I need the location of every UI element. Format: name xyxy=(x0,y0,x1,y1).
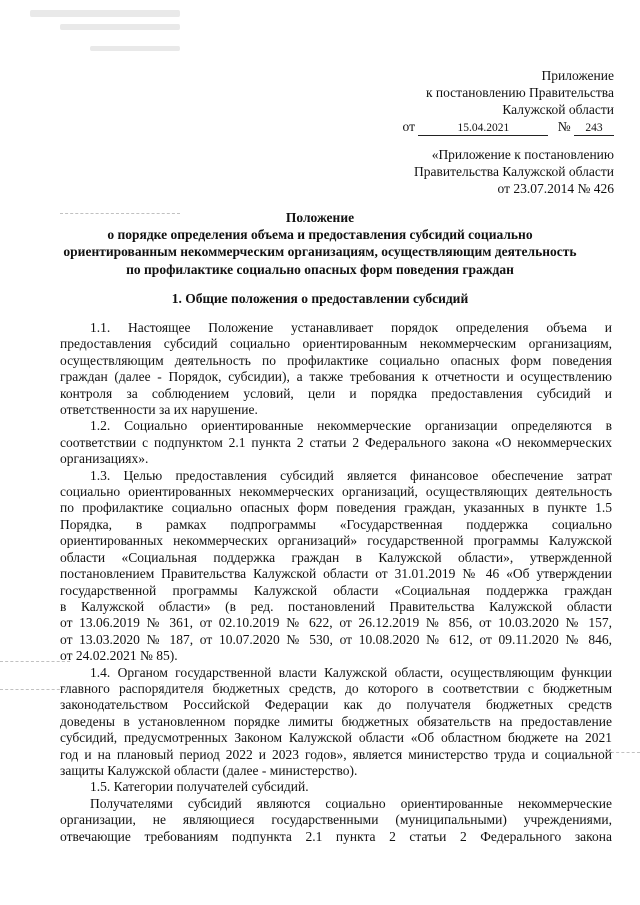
title-line: ориентированным некоммерческим организациям, осуществляющим деятельность xyxy=(63,244,577,260)
text-line: Получателями субсидий являются социально ориентированные некоммерческие xyxy=(90,795,612,811)
text-line: 1.4. Органом государственной власти Калужской области, осуществляющим функции xyxy=(90,664,612,680)
from-label: от xyxy=(402,119,415,134)
text-line: предоставления субсидий социально ориентированным некоммерческим организациям, xyxy=(60,336,612,352)
text-line: главного распорядителя бюджетных средств, до которого в соответствии с бюджетным xyxy=(60,680,612,696)
scan-smudge xyxy=(30,10,180,17)
scan-smudge xyxy=(90,46,180,51)
title-line: по профилактике социально опасных форм поведения граждан xyxy=(126,261,514,277)
header-line: Правительства Калужской области xyxy=(413,164,614,179)
text-line: постановлением Правительства Калужской области от 31.01.2019 № 46 «Об утверждении xyxy=(60,566,612,582)
original-header xyxy=(414,146,614,197)
text-line: организации, не являющиеся государственными (муниципальными) учреждениями, xyxy=(60,812,612,828)
header-date-line xyxy=(403,118,615,136)
text-line: отвечающие требованиям подпункта 2.1 пункта 2 статьи 2 Федерального закона xyxy=(60,828,612,844)
text-line: 1.1. Настоящее Положение устанавливает порядок определения объема и xyxy=(90,320,612,335)
text-line: по профилактике социально опасных форм поведения граждан, указанных в пункте 1.5 xyxy=(60,500,612,516)
text-line: ориентированных некоммерческих организаций» государственной программы Калужской xyxy=(60,533,612,549)
text-line: осуществляющим деятельность по профилактике социально опасных форм поведения xyxy=(60,352,612,368)
text-line: граждан (далее - Порядок, субсидии), а также требования к отчетности и осуществлению xyxy=(60,369,612,385)
text-line: организациях». xyxy=(60,451,149,467)
text-line: социально ориентированных некоммерческих организаций, осуществляющих деятельность xyxy=(60,484,612,500)
text-line: в Калужской области» (в ред. постановлений Правительства Калужской области xyxy=(60,598,612,614)
header-line: от 23.07.2014 № 426 xyxy=(497,181,614,196)
text-line: ответственности за их нарушение. xyxy=(60,402,258,418)
text-line: доведены в установленном порядке лимиты бюджетных обязательств на предоставление xyxy=(60,713,612,729)
text-line: области «Социальная поддержка граждан в Калужской области», утвержденной xyxy=(60,549,612,565)
header-line: «Приложение к постановлению xyxy=(431,147,614,162)
text-line: 1.2. Социально ориентированные некоммерческие организации определяются в xyxy=(90,418,612,434)
number-field: 243 xyxy=(574,122,614,136)
text-line: 1.3. Целью предоставления субсидий является финансовое обеспечение затрат xyxy=(90,467,612,483)
text-line: от 13.03.2020 № 187, от 10.07.2020 № 530, от 10.08.2020 № 612, от 09.11.2020 № 846, xyxy=(60,631,612,647)
header-line: Приложение xyxy=(541,68,614,83)
text-line: от 24.02.2021 № 85). xyxy=(60,648,178,664)
date-field: 15.04.2021 xyxy=(418,122,548,136)
text-line: законодательством Российской Федерации как до получателя бюджетных средств xyxy=(60,697,612,713)
text-line: государственной программы Калужской области «Социальная поддержка граждан xyxy=(60,582,612,598)
text-line: год и на плановый период 2022 и 2023 годов», является министерство труда и социальной xyxy=(60,746,612,762)
title-line: Положение xyxy=(285,210,355,225)
header-line: к постановлению Правительства xyxy=(425,85,614,100)
text-line: Порядка, в рамках подпрограммы «Государственная поддержка социально xyxy=(60,516,612,532)
document-title xyxy=(40,209,600,278)
text-line: защиты Калужской области (далее - министерство). xyxy=(60,762,358,778)
header-line: Калужской области xyxy=(502,102,614,117)
text-line: субсидий, предусмотренных Законом Калужской области «Об областном бюджете на 2021 xyxy=(60,730,612,746)
text-line: соответствии с подпунктом 2.1 пункта 2 статьи 2 Федерального закона «О некоммерческих xyxy=(60,434,612,450)
text-line: контроля за соблюдением условий, цели и порядка предоставления субсидий и xyxy=(60,385,612,401)
section-heading: 1. Общие положения о предоставлении субсидий xyxy=(171,291,469,306)
section-body xyxy=(60,320,612,845)
title-line: о порядке определения объема и предоставления субсидий социально xyxy=(107,227,533,243)
text-line: от 13.06.2019 № 361, от 02.10.2019 № 622, от 26.12.2019 № 856, от 10.03.2020 № 157, xyxy=(60,615,612,631)
approval-header xyxy=(403,67,615,136)
number-label: № xyxy=(557,119,571,134)
scan-dash xyxy=(0,689,65,691)
text-line: 1.5. Категории получателей субсидий. xyxy=(90,779,309,795)
scan-smudge xyxy=(60,24,180,30)
